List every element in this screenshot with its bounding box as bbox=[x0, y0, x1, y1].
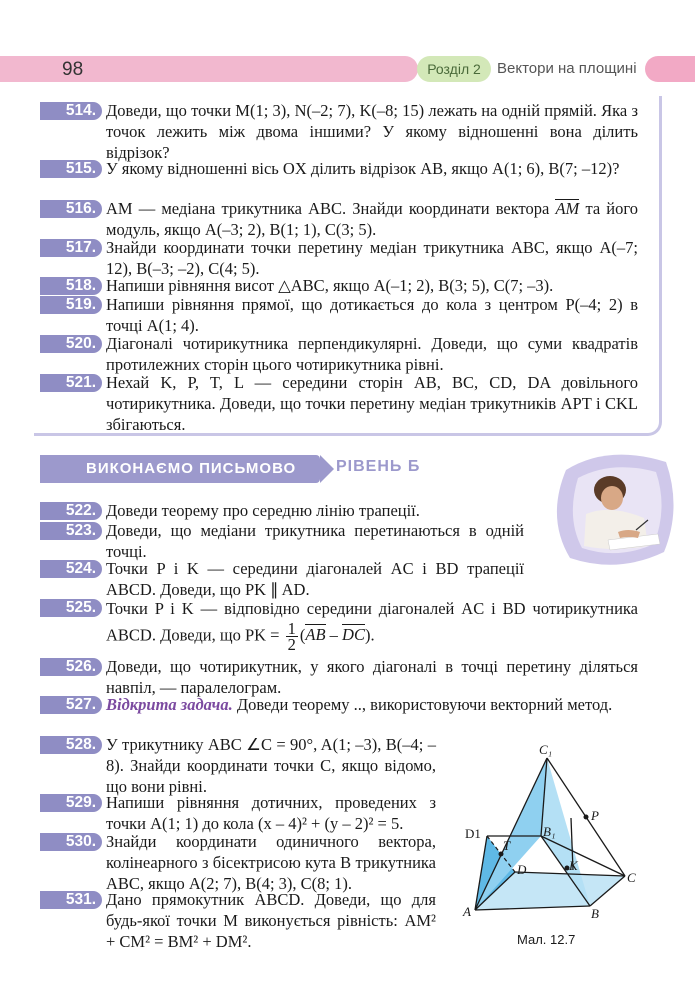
task-number: 521. bbox=[40, 374, 102, 392]
label-b1: B₁ bbox=[543, 824, 556, 839]
fraction bbox=[286, 621, 298, 652]
label-c: C bbox=[627, 870, 636, 885]
label-k: K bbox=[569, 858, 578, 873]
task-text: Діагоналі чотирикутника перпендикулярні. Доведи, що суми квадратів протилежних сторін цього чотирикутника рівні. bbox=[106, 334, 638, 374]
vector-am: AM bbox=[555, 199, 580, 218]
label-a: A bbox=[463, 904, 471, 919]
task-number: 526. bbox=[40, 658, 102, 676]
task-text: Напиши рівняння висот △ABC, якщо A(–1; 2), B(3; 5), C(7; –3). bbox=[106, 276, 554, 295]
task-text: Знайди координати одиничного вектора, колінеарного з бісектрисою кута B трикутника ABC, якщо A(2; 7), B(4; 3), C(8; 1). bbox=[106, 832, 436, 893]
task-number: 529. bbox=[40, 794, 102, 812]
minus-sign: – bbox=[325, 625, 343, 645]
label-d: D bbox=[517, 862, 527, 877]
vector-dc: DC bbox=[342, 623, 365, 647]
task-number: 519. bbox=[40, 296, 102, 314]
figure-caption: Мал. 12.7 bbox=[517, 932, 576, 947]
open-task-label: Відкрита задача. bbox=[106, 695, 233, 714]
level-label: РІВЕНЬ Б bbox=[336, 458, 421, 475]
task-number: 527. bbox=[40, 696, 102, 714]
task-text bbox=[106, 198, 638, 240]
task-number: 531. bbox=[40, 891, 102, 909]
task-text-part: та його модуль, якщо A(–3; 2), B(1; 1), C(3; 5). bbox=[106, 199, 638, 239]
label-p: P bbox=[591, 808, 599, 823]
label-t: T bbox=[503, 838, 511, 853]
task-text: Доведи, що чотирикутник, у якого діагоналі в точці перетину діляться навпіл, — паралелограм. bbox=[106, 657, 638, 697]
label-b: B bbox=[591, 906, 599, 921]
task-number: 530. bbox=[40, 833, 102, 851]
task-number: 514. bbox=[40, 102, 102, 120]
task-text-part: AM — медіана трикутника ABC. Знайди координати вектора bbox=[106, 199, 556, 218]
header-band-right bbox=[645, 56, 695, 82]
task-number: 517. bbox=[40, 239, 102, 257]
task-number: 523. bbox=[40, 522, 102, 540]
task-number: 522. bbox=[40, 502, 102, 520]
task-text: Знайди координати точки перетину медіан трикутника ABC, якщо A(–7; 12), B(–3; –2), C(4; 5). bbox=[106, 238, 638, 278]
label-d1: D1 bbox=[465, 826, 481, 841]
task-text bbox=[106, 694, 638, 715]
fraction-denominator: 2 bbox=[287, 635, 296, 654]
task-number: 518. bbox=[40, 277, 102, 295]
task-number: 520. bbox=[40, 335, 102, 353]
task-number: 525. bbox=[40, 599, 102, 617]
task-text: Напиши рівняння дотичних, проведених з точки A(1; 1) до кола (x – 4)² + (y – 2)² = 5. bbox=[106, 793, 436, 833]
task-number: 528. bbox=[40, 736, 102, 754]
label-c1: C₁ bbox=[539, 742, 553, 757]
task-text: У якому відношенні вісь OX ділить відрізок AB, якщо A(1; 6), B(7; –12)? bbox=[106, 159, 620, 178]
task-number: 516. bbox=[40, 200, 102, 218]
section-banner: ВИКОНАЄМО ПИСЬМОВО bbox=[40, 455, 320, 483]
page-number: 98 bbox=[62, 59, 84, 80]
task-text: Нехай K, P, T, L — середини сторін AB, BC, CD, DA довільного чотирикутника. Доведи, що точки перетину медіан трикутників APT і CKL збігаються. bbox=[106, 373, 638, 434]
task-text-part: Точки P і K — відповідно середини діагоналей AC і BD чотирикутника ABCD. Доведи, що PK = bbox=[106, 599, 638, 645]
task-text: Дано прямокутник ABCD. Доведи, що для будь-якої точки M виконується рівність: AM² + CM² = BM² + DM². bbox=[106, 890, 436, 951]
task-text: Точки P і K — відповідно середини діагоналей AC і BD чотирикутника ABCD. Доведи, що PK = $\frac{1}{2}$ (AB – DC). bbox=[106, 599, 638, 654]
task-text: Доведи теорему про середню лінію трапеції. bbox=[106, 501, 420, 520]
task-number: 524. bbox=[40, 560, 102, 578]
task-text: Доведи, що точки M(1; 3), N(–2; 7), K(–8; 15) лежать на одній прямій. Яка з точок лежить між двома іншими? У якому відношенні вона ділить відрізок? bbox=[106, 101, 638, 162]
figure-prism bbox=[455, 740, 655, 930]
task-text: Доведи, що медіани трикутника перетинаються в одній точці. bbox=[106, 521, 524, 561]
vector-ab: AB bbox=[305, 623, 325, 647]
task-text: У трикутнику ABC ∠C = 90°, A(1; –3), B(–4; –8). Знайди координати точки C, якщо відомо, що вони рівні. bbox=[106, 735, 436, 796]
chapter-tab: Розділ 2 bbox=[417, 56, 491, 82]
task-text-part: Доведи теорему .., використовуючи векторний метод. bbox=[232, 695, 613, 714]
task-text: Напиши рівняння прямої, що дотикається до кола з центром P(–4; 2) в точці A(1; 4). bbox=[106, 295, 638, 335]
student-writing-photo bbox=[548, 448, 678, 568]
task-text: Точки P і K — середини діагоналей AC і BD трапеції ABCD. Доведи, що PK ∥ AD. bbox=[106, 559, 524, 599]
task-number: 515. bbox=[40, 160, 102, 178]
topic-title: Вектори на площині bbox=[497, 60, 637, 77]
fraction-numerator: 1 bbox=[287, 619, 296, 638]
